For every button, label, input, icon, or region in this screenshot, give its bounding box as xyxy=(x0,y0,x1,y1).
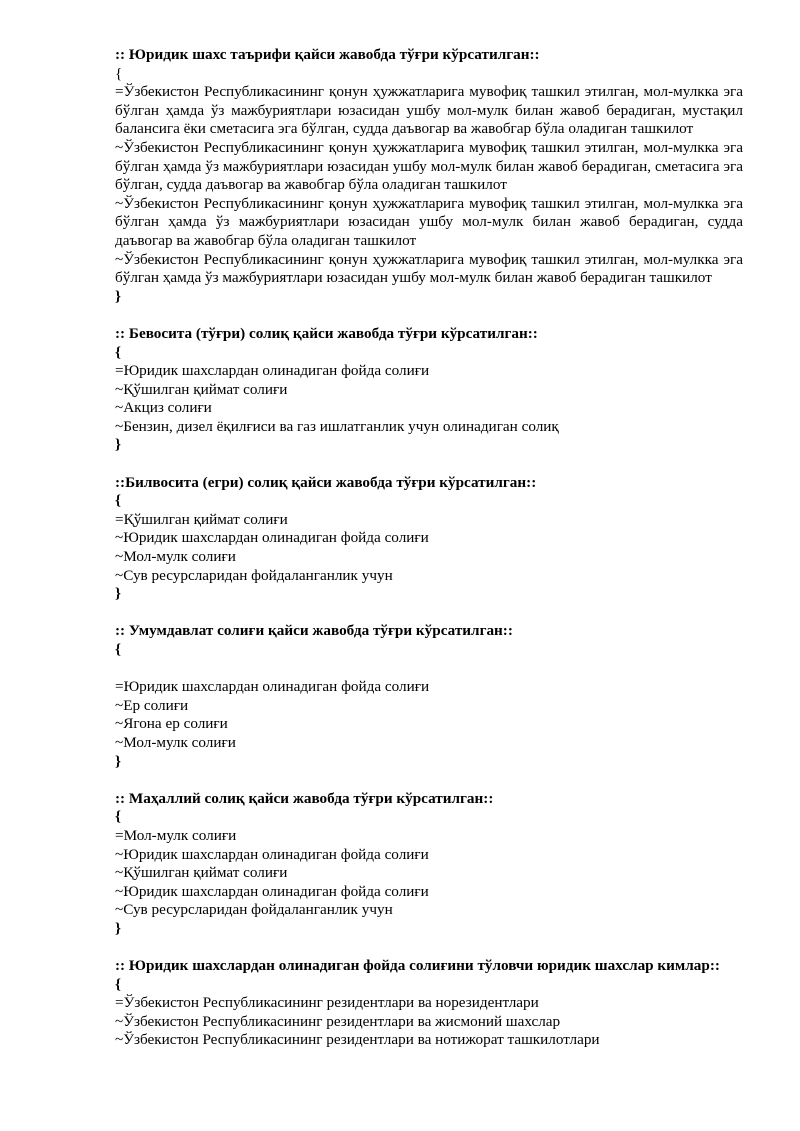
answer-option: =Мол-мулк солиғи xyxy=(115,826,237,844)
open-brace: { xyxy=(115,64,123,82)
question-title: :: Юридик шахс таърифи қайси жавобда тўғри кўрсатилган:: xyxy=(115,46,540,63)
answer-option: ~Ўзбекистон Республикасининг резидентлари ва нотижорат ташкилотлари xyxy=(115,1031,600,1049)
close-brace: } xyxy=(115,585,121,603)
question-6 xyxy=(115,957,743,1050)
answer-option: ~Ўзбекистон Республикасининг резидентлари ва жисмоний шахслар xyxy=(115,1012,561,1030)
close-brace: } xyxy=(115,287,121,305)
answer-option: ~Мол-мулк солиғи xyxy=(115,548,236,566)
open-brace: { xyxy=(115,808,121,826)
answer-option: =Ўзбекистон Республикасининг қонун ҳужжатларига мувофиқ ташкил этилган, мол-мулкка эга бўлган ҳамда ўз мажбуриятлари юзасидан ушбу мол-мулк билан жавоб берадиган, мустақил балансига ёки сметасига эга бўлган, судда даъвогар ва жавобгар бўла оладиган ташкилот xyxy=(115,83,743,138)
question-4 xyxy=(115,622,743,771)
open-brace: { xyxy=(115,492,121,510)
document-page xyxy=(115,46,743,1069)
answer-option: ~Ўзбекистон Республикасининг қонун ҳужжатларига мувофиқ ташкил этилган, мол-мулкка эга бўлган ҳамда ўз мажбуриятлари юзасидан ушбу мол-мулк билан жавоб берадиган, сметасига эга бўлган, судда даъвогар ва жавобгар бўла оладиган ташкилот xyxy=(115,138,743,194)
question-1 xyxy=(115,46,743,306)
open-brace: { xyxy=(115,343,121,361)
answer-option: ~Ягона ер солиғи xyxy=(115,715,228,733)
answer-option: =Қўшилган қиймат солиғи xyxy=(115,510,288,528)
answer-option: =Юридик шахслардан олинадиган фойда солиғи xyxy=(115,362,430,380)
answer-option: ~Юридик шахслардан олинадиган фойда солиғи xyxy=(115,882,429,900)
question-title: ::Билвосита (егри) солиқ қайси жавобда тўғри кўрсатилган:: xyxy=(115,473,537,491)
question-title: :: Умумдавлат солиғи қайси жавобда тўғри кўрсатилган:: xyxy=(115,622,513,640)
answer-option: ~Қўшилган қиймат солиғи xyxy=(115,864,288,882)
answer-option: =Ўзбекистон Республикасининг резидентлари ва норезидентлари xyxy=(115,994,539,1012)
close-brace: } xyxy=(115,919,121,937)
answer-option: =Юридик шахслардан олинадиган фойда солиғи xyxy=(115,678,430,696)
open-brace: { xyxy=(115,975,121,993)
answer-option: ~Ўзбекистон Республикасининг қонун ҳужжатларига мувофиқ ташкил этилган, мол-мулкка эга бўлган ҳамда ўз мажбуриятлари юзасидан ушбу мол-мулк билан жавоб берадиган ташкилот xyxy=(115,250,743,287)
answer-option: ~Юридик шахслардан олинадиган фойда солиғи xyxy=(115,529,429,547)
answer-option: ~Ер солиғи xyxy=(115,696,189,714)
close-brace: } xyxy=(115,436,121,454)
question-2 xyxy=(115,325,743,455)
answer-option: ~Юридик шахслардан олинадиган фойда солиғи xyxy=(115,845,429,863)
question-title: :: Маҳаллий солиқ қайси жавобда тўғри кўрсатилган:: xyxy=(115,789,494,807)
question-3 xyxy=(115,474,743,604)
answer-option: ~Қўшилган қиймат солиғи xyxy=(115,380,288,398)
question-title: :: Бевосита (тўғри) солиқ қайси жавобда тўғри кўрсатилган:: xyxy=(115,324,538,342)
close-brace: } xyxy=(115,752,121,770)
question-title: :: Юридик шахслардан олинадиган фойда солиғини тўловчи юридик шахслар кимлар:: xyxy=(115,957,720,975)
answer-option: ~Сув ресурсларидан фойдаланганлик учун xyxy=(115,901,393,919)
answer-option: ~Акциз солиғи xyxy=(115,399,212,417)
answer-option: ~Бензин, дизел ёқилғиси ва газ ишлатганлик учун олинадиган солиқ xyxy=(115,417,559,435)
open-brace: { xyxy=(115,641,121,658)
blank-line xyxy=(115,660,743,679)
answer-option: ~Сув ресурсларидан фойдаланганлик учун xyxy=(115,566,393,584)
question-5 xyxy=(115,790,743,939)
answer-option: ~Ўзбекистон Республикасининг қонун ҳужжатларига мувофиқ ташкил этилган, мол-мулкка эга бўлган ҳамда ўз мажбуриятлари юзасидан ушбу мол-мулк билан жавоб берадиган, судда даъвогар ва жавобгар бўла оладиган ташкилот xyxy=(115,194,743,249)
answer-option: ~Мол-мулк солиғи xyxy=(115,733,236,751)
